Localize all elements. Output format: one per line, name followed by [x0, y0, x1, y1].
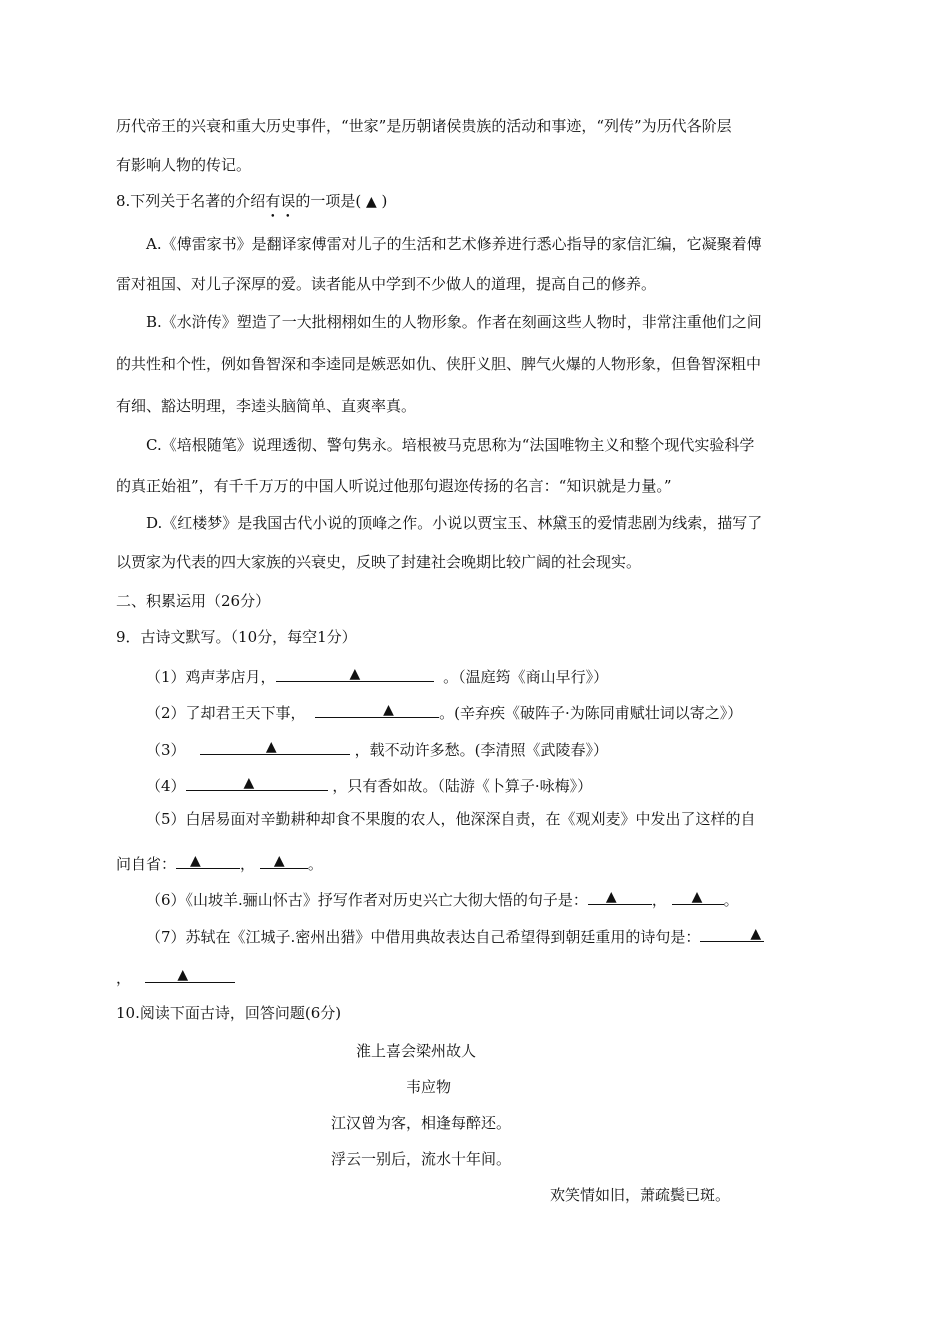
q9-item-5-prefix: 问自省： — [116, 855, 177, 873]
q8-stem-em1: 有 — [265, 192, 281, 210]
answer-mark: ▲ — [243, 775, 255, 791]
answer-blank[interactable] — [145, 964, 235, 983]
q9-item-4-suffix: ，只有香如故。（陆游《卜算子·咏梅》） — [332, 777, 593, 795]
q9-item-1-prefix: （1）鸡声茅店月， — [146, 668, 276, 686]
answer-mark: ▲ — [691, 889, 703, 905]
intro-line-2: 有影响人物的传记。 — [116, 156, 252, 174]
q8-option-c-line-2: 的真正始祖”，有千千万万的中国人听说过他那句遐迩传扬的名言：“知识就是力量。” — [116, 477, 672, 495]
answer-blank[interactable] — [700, 923, 764, 942]
q9-item-5-end: 。 — [307, 855, 323, 873]
answer-mark: ▲ — [365, 194, 377, 210]
answer-blank[interactable] — [672, 886, 724, 905]
q8-option-d-line-1: D.《红楼梦》是我国古代小说的顶峰之作。小说以贾宝玉、林黛玉的爱情悲剧为线索，描写了 — [146, 514, 763, 532]
q9-item-6-separator: ， — [651, 891, 667, 909]
q9-item-3-prefix: （3） — [146, 741, 186, 759]
q9-item-5-line-1: （5）白居易面对辛勤耕种却食不果腹的农人，他深深自责，在《观刈麦》中发出了这样的自 — [146, 810, 756, 828]
answer-mark: ▲ — [273, 853, 285, 869]
answer-mark: ▲ — [265, 739, 277, 755]
q8-stem-close: ) — [381, 192, 388, 210]
answer-blank[interactable] — [315, 699, 439, 718]
q9-item-2-suffix: 。(辛弃疾《破阵子·为陈同甫赋壮词以寄之》） — [439, 704, 743, 722]
q8-stem-post: 的一项是( — [295, 192, 362, 210]
q10-stem: 10.阅读下面古诗，回答问题(6分) — [116, 1004, 342, 1022]
answer-mark: ▲ — [605, 889, 617, 905]
q8-option-b-line-1: B.《水浒传》塑造了一大批栩栩如生的人物形象。作者在刻画这些人物时，非常注重他们之间 — [146, 313, 762, 331]
q9-item-3-suffix: ，载不动许多愁。(李清照《武陵春》） — [354, 741, 608, 759]
answer-blank[interactable] — [200, 736, 350, 755]
q8-option-c-line-1: C.《培根随笔》说理透彻、警句隽永。培根被马克思称为“法国唯物主义和整个现代实验科学 — [146, 436, 755, 454]
q9-item-6-end: 。 — [723, 891, 739, 909]
q9-item-6-prefix: （6）《山坡羊.骊山怀古》抒写作者对历史兴亡大彻大悟的句子是： — [146, 891, 588, 909]
poem-line-2: 浮云一别后，流水十年间。 — [331, 1150, 512, 1168]
q8-stem-pre: 8.下列关于名著的介绍 — [116, 192, 266, 210]
q9-item-7-line-2 — [116, 964, 235, 989]
q9-item-7-prefix: （7）苏轼在《江城子.密州出猎》中借用典故表达自己希望得到朝廷重用的诗句是： — [146, 928, 701, 946]
poem-line-3: 欢笑情如旧，萧疏鬓已斑。 — [550, 1186, 731, 1204]
answer-blank[interactable] — [588, 886, 652, 905]
answer-blank[interactable] — [186, 772, 328, 791]
q8-option-b-line-2: 的共性和个性，例如鲁智深和李逵同是嫉恶如仇、侠肝义胆、脾气火爆的人物形象，但鲁智深粗中 — [116, 355, 762, 373]
answer-mark: ▲ — [190, 853, 201, 869]
answer-blank[interactable] — [260, 850, 308, 869]
q9-item-6 — [146, 886, 739, 911]
poem-line-1: 江汉曾为客，相逢每醉还。 — [331, 1114, 512, 1132]
q8-stem-em2: 误 — [280, 192, 296, 210]
q9-item-4 — [146, 772, 592, 797]
q8-stem — [116, 190, 387, 213]
q8-option-b-line-3: 有细、豁达明理，李逵头脑简单、直爽率真。 — [116, 397, 417, 415]
q9-item-5-line-2 — [116, 850, 323, 875]
intro-line-1: 历代帝王的兴衰和重大历史事件，“世家”是历朝诸侯贵族的活动和事迹，“列传”为历代各阶层 — [116, 117, 732, 135]
q9-item-2 — [146, 699, 742, 724]
q9-item-7-line-1 — [146, 923, 764, 948]
answer-mark: ▲ — [383, 702, 394, 718]
answer-blank[interactable] — [276, 663, 434, 682]
q9-item-3 — [146, 736, 608, 761]
q8-option-a-line-1: A.《傅雷家书》是翻译家傅雷对儿子的生活和艺术修养进行悉心指导的家信汇编，它凝聚着傅 — [146, 235, 762, 253]
q9-item-7-separator: ， — [116, 969, 132, 987]
poem-title: 淮上喜会梁州故人 — [356, 1042, 477, 1060]
q9-item-2-prefix: （2）了却君王天下事， — [146, 704, 306, 722]
q9-item-1-suffix: 。（温庭筠《商山早行》） — [443, 668, 609, 686]
answer-mark: ▲ — [750, 926, 762, 942]
answer-blank[interactable] — [176, 850, 240, 869]
q9-item-5-separator: ， — [240, 855, 256, 873]
q9-item-4-prefix: （4） — [146, 777, 186, 795]
q8-option-a-line-2: 雷对祖国、对儿子深厚的爱。读者能从中学到不少做人的道理，提高自己的修养。 — [116, 275, 657, 293]
answer-mark: ▲ — [349, 666, 361, 682]
q9-stem: 9．古诗文默写。（10分，每空1分） — [116, 628, 357, 646]
q9-item-1 — [146, 663, 608, 688]
q8-option-d-line-2: 以贾家为代表的四大家族的兴衰史，反映了封建社会晚期比较广阔的社会现实。 — [116, 553, 642, 571]
poem-author: 韦应物 — [406, 1078, 452, 1096]
section-2-heading: 二、积累运用（26分） — [116, 592, 271, 610]
answer-mark: ▲ — [177, 967, 189, 983]
